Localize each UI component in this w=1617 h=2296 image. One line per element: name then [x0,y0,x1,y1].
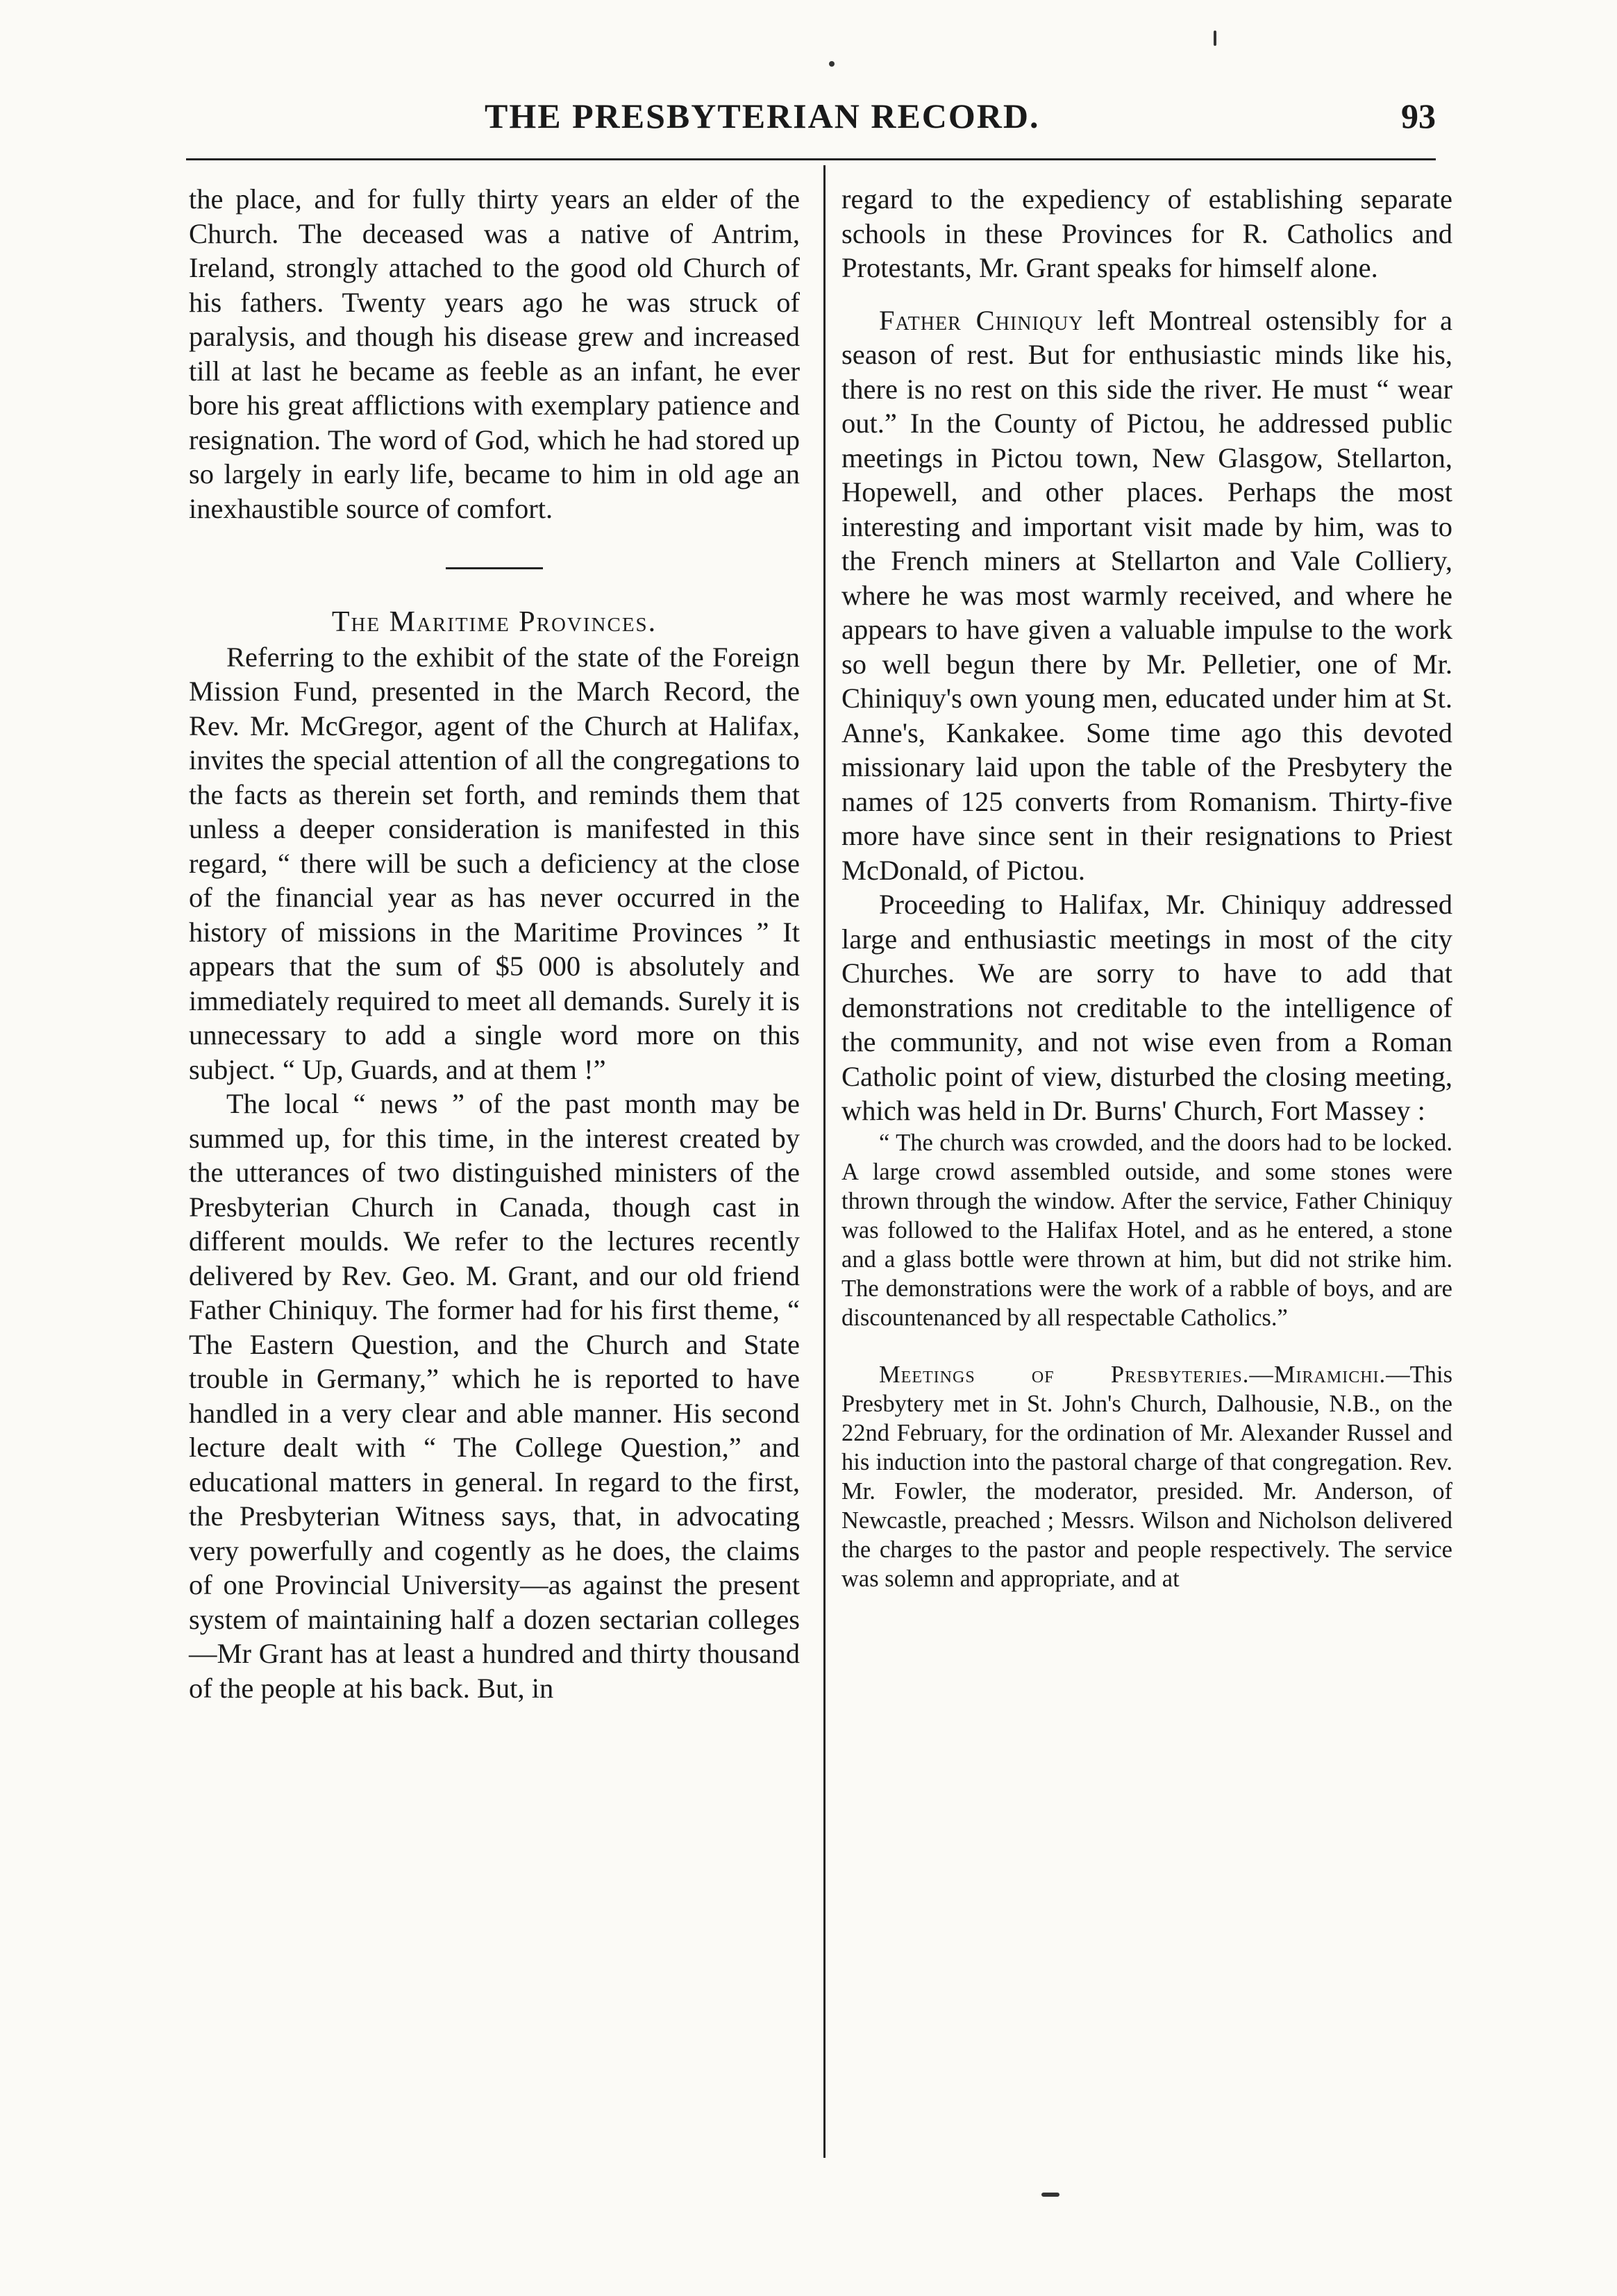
page-number: 93 [1401,97,1436,135]
run-in-heading: Father Chiniquy [879,304,1084,336]
obituary-continuation: the place, and for fully thirty years an elder of the Church. The deceased was a native of Antrim, Ireland, strongly attached to the good old Church of his fathers. Twenty years ago he was struck of paralysis, and though his disease grew and increased till at last he became as feeble as an infant, he ever bore his great afflictions with exemplary patience and resignation. The word of God, which he had stored up so largely in early life, became to him in old age an inexhaustible source of comfort. [189,183,800,524]
scan-speck [1041,2193,1059,2197]
paragraph-foreign-mission: Referring to the exhibit of the state of the Foreign Mission Fund, presented in the March Record, the Rev. Mr. McGregor, agent of the Church at Halifax, invites the special attention of all the congregations to the facts as therein set forth, and reminds them that unless a deeper consideration is manifested in this regard, “ there will be such a deficiency at the close of the financial year as has never occurred in the history of missions in the Maritime Provinces ” It appears that the sum of $5 000 is absolutely and immediately required to meet all demands. Surely it is unnecessary to add a single word more on this subject. “ Up, Guards, and at them !” [189,641,800,1085]
right-column [841,182,1452,1593]
scan-speck [829,61,835,67]
paragraph-chiniquy-text: left Montreal ostensibly for a season of rest. But for enthusiastic minds like his, there is no rest on this side the river. He must “ wear out.” In the County of Pictou, he addressed public meetings in Pictou town, New Glasgow, Stellarton, Hopewell, and other places. Perhaps the most interesting and important visit made by him, was to the French miners at Stellarton and Vale Colliery, where he was most warmly received, and where he appears to have given a valuable impulse to the work so well begun there by Mr. Pelletier, one of Mr. Chiniquy's own young men, educated under him at St. Anne's, Kankakee. Some time ago this devoted missionary laid upon the table of the Presbytery the names of 125 converts from Romanism. Thirty-five more have since sent in their resignations to Priest McDonald, of Pictou. [841,304,1453,886]
paragraph-continuation: regard to the expediency of establishing separate schools in these Provinces for R. Catholics and Protestants, Mr. Grant speaks for himself alone. [841,183,1452,283]
paragraph-meetings [841,1360,1452,1593]
scan-speck [1214,31,1216,46]
block-quote: “ The church was crowded, and the doors had to be locked. A large crowd assembled outside, and some stones were thrown through the window. After the service, Father Chiniquy was followed to the Halifax Hotel, and as he entered, a stone and a glass bottle were thrown at him, but did not strike him. The demonstrations were the work of a rabble of boys, and are discountenanced by all respectable Catholics.” [841,1129,1452,1331]
paragraph-local-news: The local “ news ” of the past month may be summed up, for this time, in the interest created by the utterances of two distinguished ministers of the Presbyterian Church in Canada, though cast in different moulds. We refer to the lectures recently delivered by Rev. Geo. M. Grant, and our old friend Father Chiniquy. The former had for his first theme, “ The Eastern Question, and the Church and State trouble in Germany,” which he is reported to have handled in a very clear and able manner. His second lecture dealt with “ The College Question,” and educational matters in general. In regard to the first, the Presbyterian Witness says, that, in advocating very powerfully and cogently as he does, the claims of one Provincial University—as against the present system of maintaining half a dozen sectarian colleges—Mr Grant has at least a hundred and thirty thousand of the people at his back. But, in [189,1088,800,1704]
header-rule [186,158,1436,160]
page-header [186,96,1436,144]
paragraph-meetings-text: —This Presbytery met in St. John's Church, Dalhousie, N.B., on the 22nd February, for the ordination of Mr. Alexander Russel and his induction into the pastoral charge of that congregation. Rev. Mr. Fowler, the moderator, presided. Mr. Anderson, of Newcastle, preached ; Messrs. Wilson and Nicholson delivered the charges to the pastor and people respectively. The service was solemn and appropriate, and at [841,1361,1452,1592]
section-heading: The Maritime Provinces. [331,606,657,638]
run-in-heading: Meetings of Presbyteries.—Miramichi. [879,1361,1386,1388]
paragraph-halifax: Proceeding to Halifax, Mr. Chiniquy addressed large and enthusiastic meetings in most of the city Churches. We are sorry to have to add that demonstrations not creditable to the intelligence of the community, and not wise even from a Roman Catholic point of view, disturbed the closing meeting, which was held in Dr. Burns' Church, Fort Massey : [841,889,1452,1126]
journal-title: THE PRESBYTERIAN RECORD. [485,97,1040,135]
column-divider [823,165,826,2158]
paragraph-chiniquy [841,303,1452,888]
left-column [189,182,800,1705]
section-divider [446,567,543,569]
